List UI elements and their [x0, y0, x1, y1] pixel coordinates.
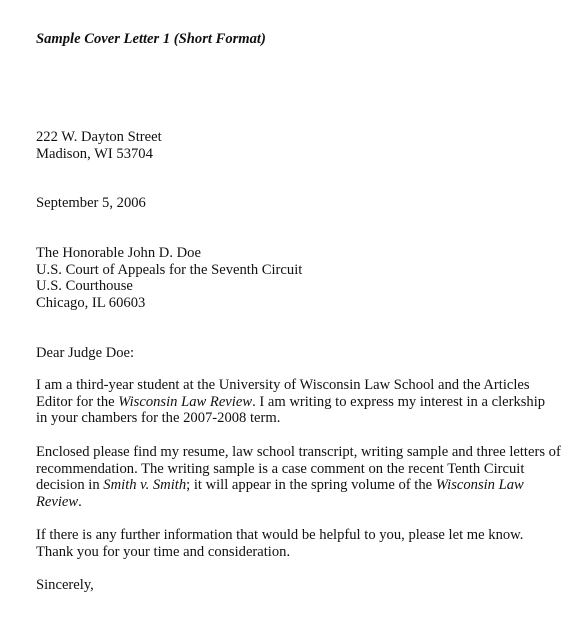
- paragraph-line: Thank you for your time and consideration.: [36, 543, 291, 560]
- journal-name: Review: [36, 493, 79, 510]
- salutation: Dear Judge Doe:: [36, 345, 135, 361]
- recipient-city: Chicago, IL 60603: [36, 294, 146, 311]
- recipient-building: U.S. Courthouse: [36, 278, 133, 295]
- text-run: . I am writing to express my interest in a clerkship: [252, 393, 546, 410]
- paragraph-closing-remarks: [36, 527, 571, 560]
- recipient-address: [36, 245, 571, 311]
- paragraph-enclosures: [36, 444, 571, 510]
- text-run: Editor for the: [36, 393, 119, 410]
- closing: Sincerely,: [36, 577, 94, 593]
- sender-city: Madison, WI 53704: [36, 145, 153, 162]
- sender-street: 222 W. Dayton Street: [36, 129, 162, 145]
- letter-date: September 5, 2006: [36, 195, 146, 211]
- journal-name: Wisconsin Law Review: [118, 393, 253, 410]
- paragraph-line: If there is any further information that would be helpful to you, please let me know.: [36, 527, 524, 543]
- text-run: ; it will appear in the spring volume of the: [186, 477, 436, 494]
- text-run: decision in: [36, 477, 104, 494]
- paragraph-line: [36, 494, 571, 511]
- paragraph-line: in your chambers for the 2007-2008 term.: [36, 410, 281, 427]
- paragraph-line: Enclosed please find my resume, law school transcript, writing sample and three letters of: [36, 444, 561, 460]
- paragraph-line: I am a third-year student at the University of Wisconsin Law School and the Articles: [36, 377, 530, 393]
- paragraph-line: [36, 477, 571, 494]
- recipient-court: U.S. Court of Appeals for the Seventh Circuit: [36, 261, 303, 278]
- text-run: .: [78, 493, 82, 510]
- paragraph-intro: [36, 377, 571, 427]
- sender-address: [36, 129, 571, 162]
- journal-name: Wisconsin Law: [435, 477, 524, 494]
- document-title: Sample Cover Letter 1 (Short Format): [36, 31, 266, 47]
- paragraph-line: [36, 394, 571, 411]
- case-name: Smith v. Smith: [103, 477, 187, 494]
- paragraph-line: recommendation. The writing sample is a case comment on the recent Tenth Circuit: [36, 460, 525, 477]
- recipient-name: The Honorable John D. Doe: [36, 245, 201, 261]
